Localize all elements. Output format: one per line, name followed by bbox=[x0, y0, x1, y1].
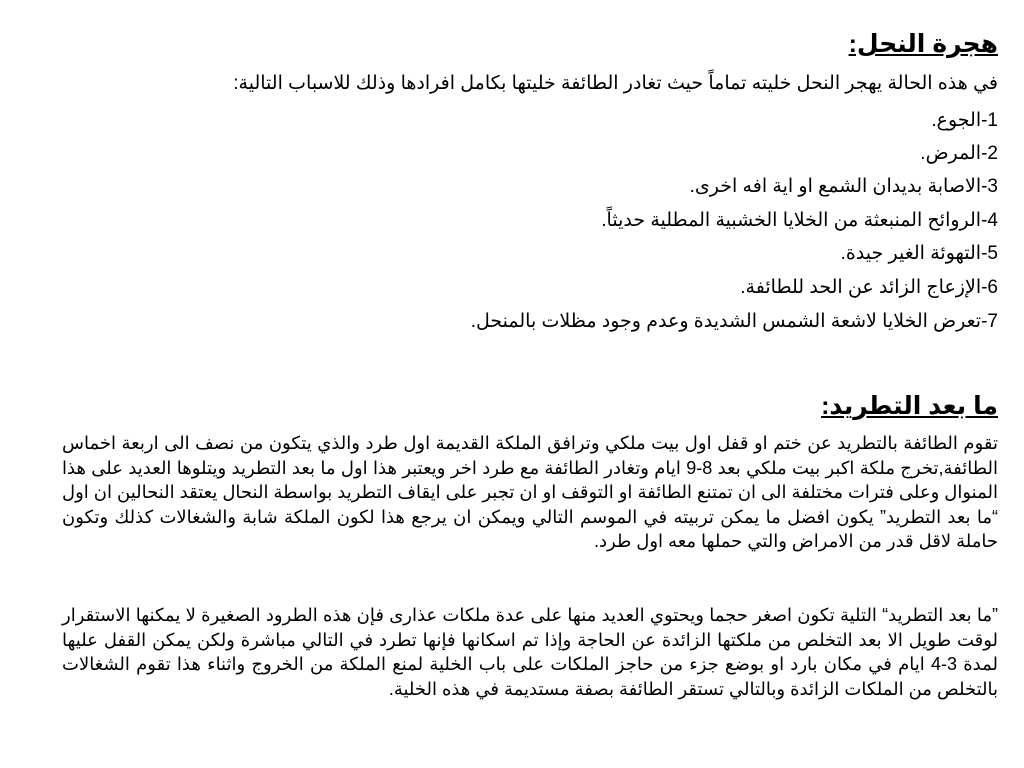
list-item-hunger: 1-الجوع. bbox=[931, 110, 998, 131]
list-item-disturbance: 6-الإزعاج الزائد عن الحد للطائفة. bbox=[740, 277, 998, 298]
list-item-disease: 2-المرض. bbox=[920, 143, 998, 164]
section-heading-bee-migration: هجرة النحل: bbox=[848, 30, 998, 58]
paragraph-after-swarming-2: ”ما بعد التطريد“ التلية تكون اصغر حجما ويحتوي العديد منها على عدة ملكات عذارى فإن هذه الطرود الصغيرة لا يمكنها الاستقرار لوقت طويل الا بعد التخلص من ملكتها الزائدة عن الحاجة وإذا تم اسكانها فإنها تطرد في التالي مباشرة ولكن يمكن القفل عليها لمدة 3-4 ايام في مكان بارد او بوضع جزء من حاجز الملكات على باب الخلية لمنع الملكة من الخروج واثناء هذا تقوم الشغالات بالتخلص من الملكات الزائدة وبالتالي تستقر الطائفة بصفة مستديمة في هذه الخلية. bbox=[62, 605, 999, 699]
list-item-ventilation: 5-التهوئة الغير جيدة. bbox=[840, 243, 998, 264]
paragraph-after-swarming-1: تقوم الطائفة بالتطريد عن ختم او قفل اول بيت ملكي وترافق الملكة القديمة اول طرد والذي يتكون من نصف الى اربعة اخماس الطائفة,تخرج ملكة اكبر بيت ملكي بعد 8-9 ايام وتغادر الطائفة مع طرد اخر ويعتبر هذا اول ما بعد التطريد ويتلوها العديد على هذا المنوال وعلى فترات مختلفة الى ان تمتنع الطائفة او التوقف او ان تجبر على ايقاف التطريد بواسطة النحال يعتقد النحالين ان اول “ما بعد التطريد” يكون افضل ما يمكن تربيته في الموسم التالي ويمكن ان يرجع هذا لكون الملكة شابة والشغالات كذلك وتكون حاملة لاقل قدر من الامراض والتي حملها معه اول طرد. bbox=[62, 433, 998, 551]
section-heading-after-swarming: ما بعد التطريد: bbox=[821, 392, 998, 420]
list-item-wax-moth: 3-الاصابة بديدان الشمع او اية افه اخرى. bbox=[689, 176, 998, 197]
list-item-paint-odors: 4-الروائح المنبعثة من الخلايا الخشبية المطلية حديثاً. bbox=[601, 210, 998, 231]
intro-text: في هذه الحالة يهجر النحل خليته تماماً حيث تغادر الطائفة خليتها بكامل افرادها وذلك للاسباب التالية: bbox=[233, 73, 998, 94]
list-item-sun-exposure: 7-تعرض الخلايا لاشعة الشمس الشديدة وعدم وجود مظلات بالمنحل. bbox=[470, 311, 998, 332]
